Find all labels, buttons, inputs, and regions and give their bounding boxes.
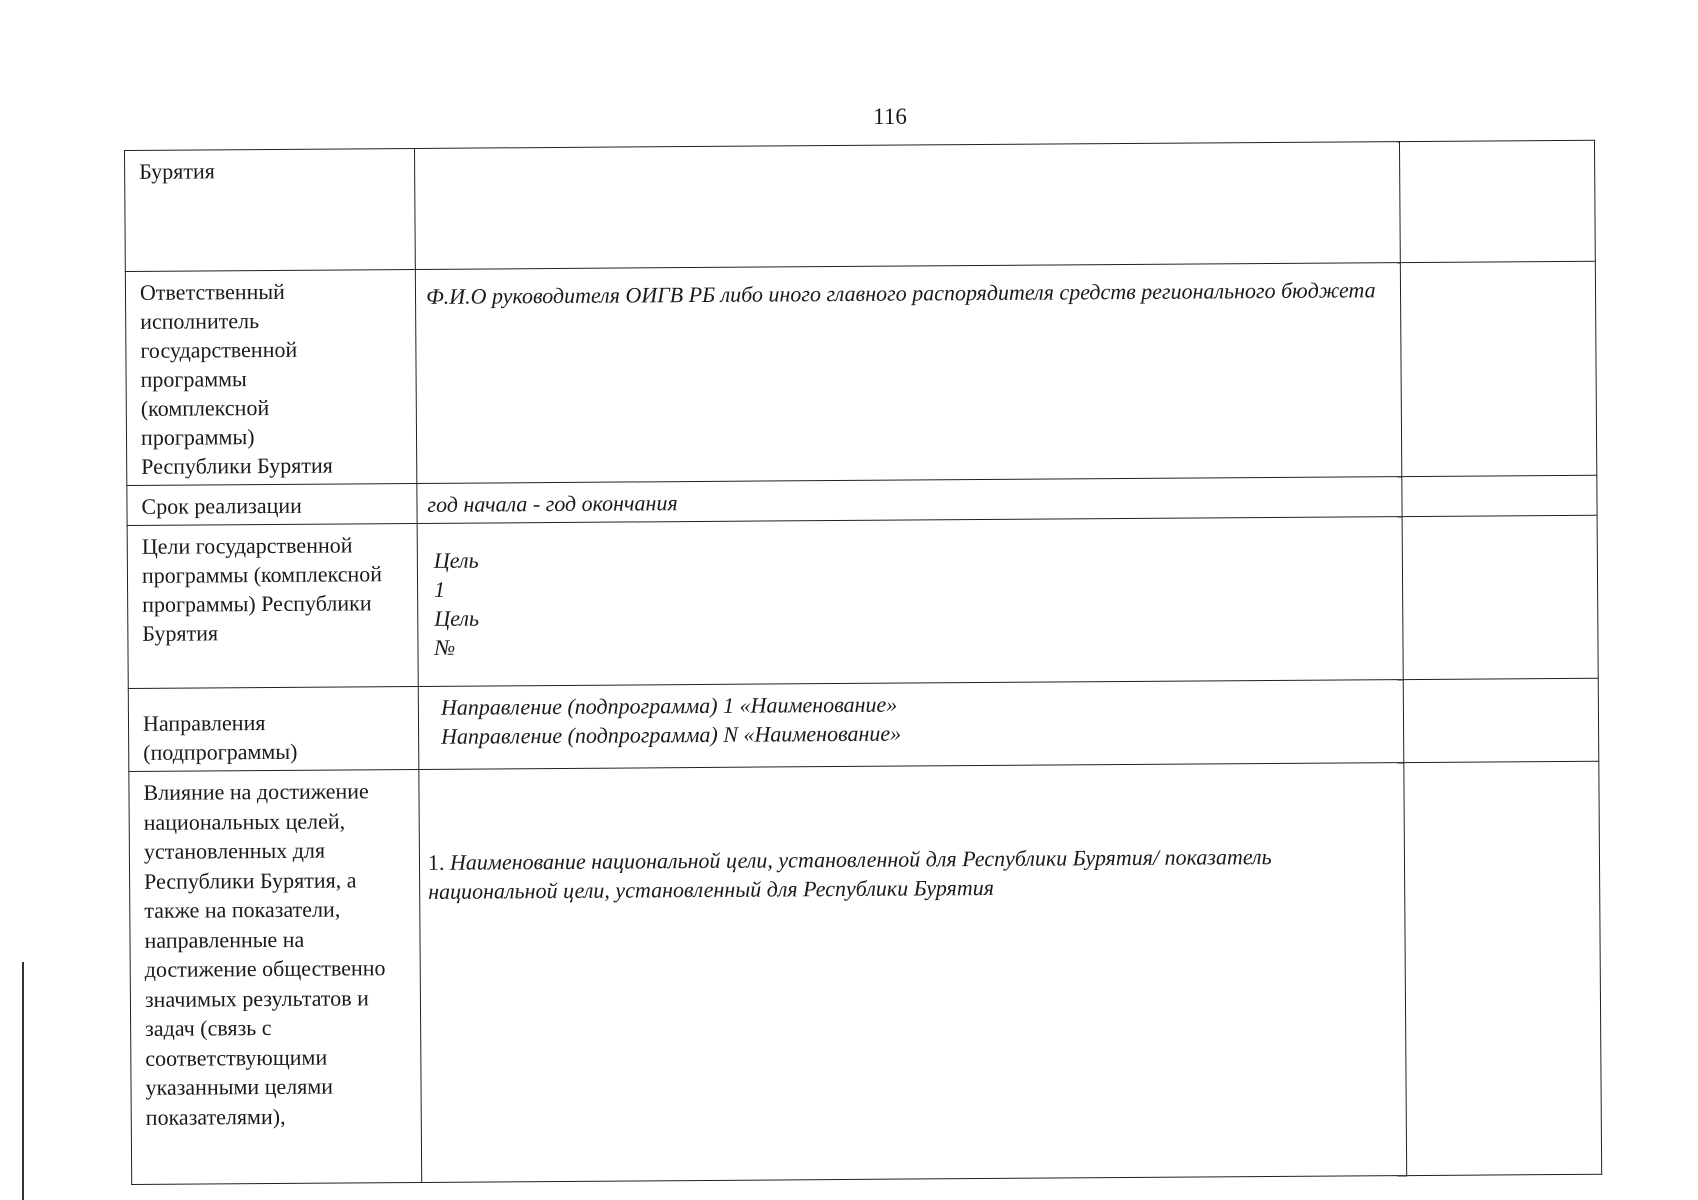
impact-label-line: значимых результатов и	[144, 984, 369, 1012]
impact-value-cell	[419, 763, 1407, 1183]
impact-label-line: Влияние на достижение	[143, 778, 369, 805]
impact-label-line: установленных для	[143, 837, 326, 864]
term-value-cell	[417, 477, 1402, 524]
region-label: Бурятия	[139, 158, 215, 184]
directions-extra-cell	[1403, 678, 1599, 762]
directions-value-cell	[418, 680, 1404, 770]
goals-label-line: программы) Республики	[142, 590, 372, 617]
impact-value-prefix: 1.	[427, 849, 451, 875]
impact-label-line: национальных целей,	[143, 807, 346, 835]
table-row-goals	[127, 515, 1598, 688]
responsible-value: Ф.И.О руководителя ОИГВ РБ либо иного главного распорядителя средств регионального бюджета	[425, 277, 1376, 309]
goal-item: 1	[433, 576, 446, 602]
directions-label-line: (подпрограммы)	[143, 738, 298, 765]
responsible-label-line: Республики Бурятия	[141, 452, 333, 479]
responsible-label-line: программы	[140, 366, 247, 392]
impact-label-cell	[129, 769, 422, 1184]
impact-extra-cell	[1404, 761, 1602, 1175]
goals-extra-cell	[1402, 515, 1598, 679]
goals-label-cell	[127, 523, 418, 688]
impact-label-line: Республики Бурятия, а	[144, 866, 357, 894]
directions-label-cell	[128, 686, 419, 771]
impact-label-line: задач (связь с	[145, 1014, 272, 1041]
program-passport-table	[124, 140, 1602, 1185]
goal-item: Цель	[434, 605, 480, 631]
directions-label-line: Направления	[142, 710, 266, 736]
responsible-extra-cell	[1400, 261, 1596, 476]
term-label: Срок реализации	[141, 492, 302, 519]
region-value-cell	[414, 142, 1400, 270]
responsible-label-line: государственной	[140, 336, 298, 363]
impact-label-line: указанными целями	[145, 1073, 334, 1100]
goals-label-line: программы (комплексной	[141, 561, 383, 588]
term-value: год начала - год окончания	[427, 490, 678, 517]
scan-edge-line	[22, 962, 24, 1200]
impact-label-line: направленные на	[144, 926, 305, 953]
responsible-label-line: программы)	[140, 424, 255, 450]
goals-label-line: Бурятия	[142, 620, 219, 646]
term-label-cell	[127, 483, 417, 525]
direction-item: Направление (подпрограмма) N «Наименование»	[441, 720, 902, 749]
impact-label-line: показателями),	[145, 1103, 286, 1130]
goal-item: №	[434, 634, 456, 660]
goal-item: Цель	[433, 547, 479, 573]
responsible-label-line: Ответственный	[139, 278, 286, 305]
impact-label-line: достижение общественно	[144, 955, 386, 982]
table-row-responsible	[125, 261, 1596, 485]
table-row-impact	[129, 761, 1602, 1184]
page-number: 116	[873, 104, 907, 129]
responsible-value-cell	[415, 263, 1401, 484]
responsible-label-line: (комплексной	[140, 394, 270, 421]
goals-value-cell	[417, 517, 1403, 687]
table-row-directions	[128, 678, 1599, 771]
region-extra-cell	[1399, 140, 1595, 262]
goals-label-line: Цели государственной	[141, 532, 353, 559]
impact-label-line: также на показатели,	[144, 896, 341, 923]
passport-table-wrapper	[124, 140, 1602, 1185]
responsible-label-cell	[125, 269, 416, 485]
region-label-cell	[125, 148, 416, 271]
responsible-label-line: исполнитель	[140, 308, 260, 334]
impact-label-line: соответствующими	[145, 1044, 328, 1071]
impact-value: Наименование национальной цели, установленной для Республики Бурятия/ показатель национальной цели, установленный для Республики Бурятия	[428, 844, 1272, 904]
term-extra-cell	[1402, 475, 1597, 516]
direction-item: Направление (подпрограмма) 1 «Наименование»	[440, 691, 898, 720]
table-row-region	[125, 140, 1596, 271]
